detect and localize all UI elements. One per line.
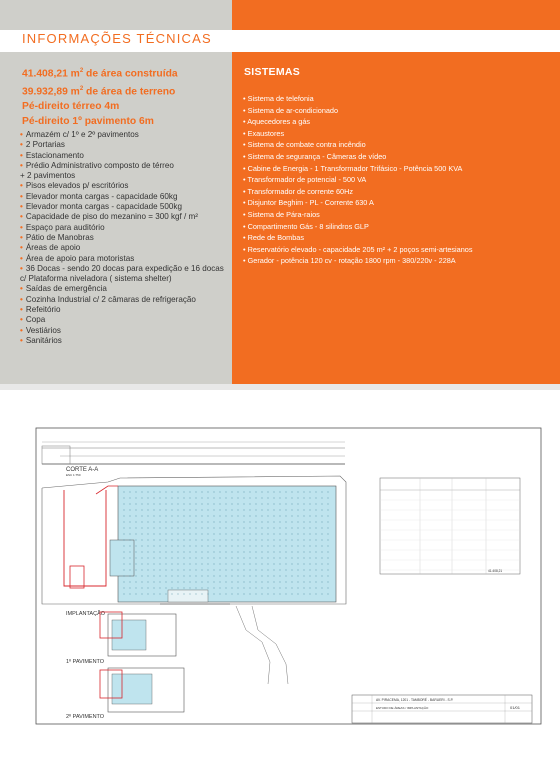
section-title: INFORMAÇÕES TÉCNICAS (22, 31, 212, 46)
floor2-label: 2º PAVIMENTO (66, 714, 105, 720)
list-item: • Sistema de combate contra incêndio (243, 140, 366, 150)
list-item: • Sistema de Pára-raios (243, 209, 320, 219)
list-item: c/ Plataforma niveladora ( sistema shelter) (20, 274, 172, 284)
list-item: • Sanitários (20, 335, 62, 345)
list-item: • Elevador monta cargas - capacidade 500kg (20, 202, 182, 212)
list-item: • Copa (20, 315, 46, 325)
section-scale: ESC 1:750 (66, 473, 81, 477)
area-table (380, 478, 520, 574)
spec-list (20, 130, 228, 346)
list-item: • Estacionamento (20, 150, 84, 160)
built-area: 41.408,21 $m^2$ de área construída (22, 68, 178, 80)
floor1-label: 1º PAVIMENTO (66, 659, 105, 665)
list-item: • Refeitório (20, 305, 61, 315)
section-label: CORTE A-A (66, 467, 99, 473)
list-item: • Transformador de potencial - 500 VA (243, 175, 367, 185)
systems-list (243, 93, 548, 267)
top-orange-band (232, 0, 560, 30)
list-item: • Aquecedores a gás (243, 117, 311, 127)
list-item: • Exaustores (243, 128, 285, 138)
second-floor-plan (100, 668, 184, 712)
list-item: • Disjuntor Beghim - PL - Corrente 630 A (243, 198, 374, 208)
list-item: • Armazém c/ 1º e 2º pavimentos (20, 130, 139, 139)
land-area: 39.932,89 $m^2$ de área de terreno (22, 86, 176, 98)
ceiling-ground: Pé-direito térreo 4m (22, 101, 120, 113)
list-item: • Sistema de segurança - Câmeras de vídeo (243, 151, 387, 161)
table-total: 41.408,21 (488, 569, 503, 573)
area-highlights (22, 64, 227, 129)
list-item: • Compartimento Gás - 8 silindros GLP (243, 221, 369, 231)
subject-text: ESTUDO DE ÁREAS / IMPLANTAÇÃO (376, 706, 429, 710)
list-item: + 2 pavimentos (20, 171, 76, 181)
ceiling-first-floor: Pé-direito 1º pavimento 6m (22, 115, 154, 127)
list-item: • Rede de Bombas (243, 233, 304, 243)
list-item: • Transformador de corrente 60Hz (243, 186, 354, 196)
site-plan-page (0, 390, 560, 768)
list-item: • Elevador monta cargas - capacidade 60kg (20, 191, 178, 201)
address-text: AV. PIRACEMA, 1201 - TAMBORÉ - BARUERI - S.P. (376, 698, 454, 702)
first-floor-plan (100, 612, 176, 656)
list-item: • Pátio de Manobras (20, 232, 94, 242)
list-item: • Áreas de apoio (20, 243, 81, 253)
list-item: • 36 Docas - sendo 20 docas para expedição e 16 docas (20, 263, 224, 273)
list-item: • Cabine de Energia - 1 Transformador Trifásico - Potência 500 KVA (243, 163, 463, 173)
warehouse-footprint (118, 486, 336, 602)
list-item: • Sistema de ar-condicionado (243, 105, 339, 115)
list-item: • Prédio Administrativo composto de térreo (20, 160, 174, 170)
list-item: • Gerador - potência 120 cv - rotação 1800 rpm - 380/220v - 228A (243, 256, 456, 266)
list-item: • Cozinha Industrial c/ 2 câmaras de refrigeração (20, 294, 196, 304)
list-item: • Capacidade de piso do mezanino = 300 kgf / m² (20, 212, 198, 222)
sheet-number: 01/01 (510, 705, 521, 710)
list-item: • Reservatório elevado - capacidade 205 m² + 2 poços semi-artesianos (243, 244, 473, 254)
list-item: • Espaço para auditório (20, 222, 105, 232)
list-item: • Pisos elevados p/ escritórios (20, 181, 129, 191)
top-gray-band (0, 0, 232, 30)
list-item: • Vestiários (20, 325, 61, 335)
list-item: • Área de apoio para motoristas (20, 253, 135, 263)
plan-label: IMPLANTAÇÃO (66, 611, 106, 617)
list-item: • Saídas de emergência (20, 284, 107, 294)
list-item: • Sistema de telefonia (243, 94, 314, 103)
site-plan-drawing (0, 390, 560, 768)
list-item: • 2 Portarias (20, 140, 65, 150)
systems-title: SISTEMAS (244, 66, 301, 78)
